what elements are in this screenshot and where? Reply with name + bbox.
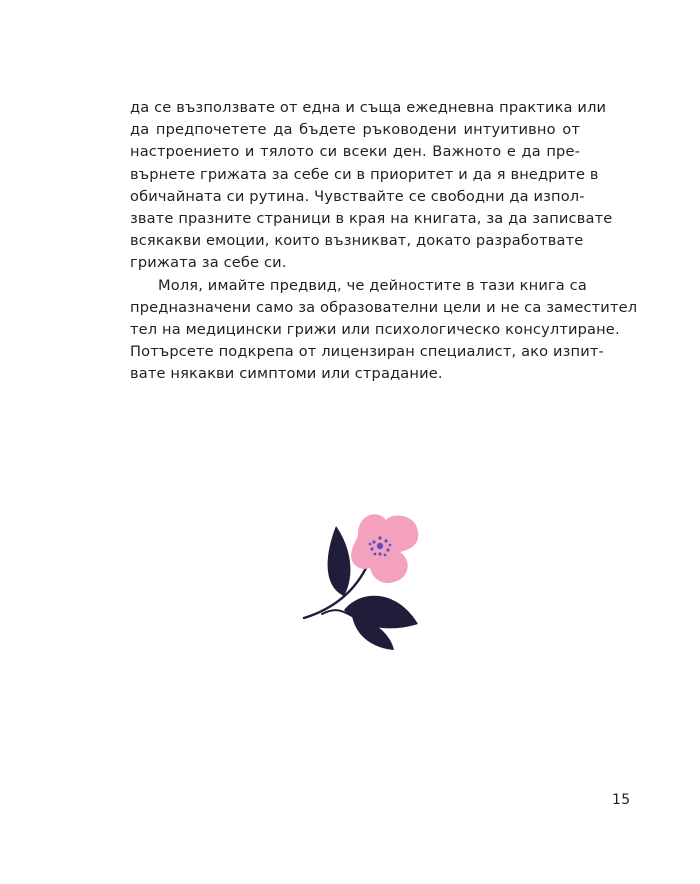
text-line: Моля, имайте предвид, че дейностите в тази книга са [158, 276, 587, 294]
body-text [130, 97, 638, 386]
paragraph-2 [130, 275, 638, 386]
petal-top [351, 514, 418, 583]
leaf-upper-left [328, 526, 351, 596]
paragraph-1 [130, 97, 613, 275]
text-line: звате празните страници в края на книгата, за да записвате [130, 210, 613, 228]
text-line: да се възползвате от една и съща ежедневна практика или [130, 99, 607, 116]
text-line: Потърсете подкрепа от лицензиран специалист, ако изпит- [130, 343, 604, 361]
text-line: вате някакви симптоми или страдание. [130, 365, 443, 383]
text-line: обичайната си рутина. Чувствайте се свободни да изпол- [130, 187, 585, 205]
text-line: настроението и тялото си всеки ден. Важното е да пре- [130, 143, 580, 161]
page-number: 15 [612, 792, 631, 808]
flower-icon [300, 506, 424, 650]
text-line: грижата за себе си. [130, 254, 287, 272]
text-line: да предпочетете да бъдете ръководени интуитивно от [130, 121, 580, 139]
text-line: върнете грижата за себе си в приоритет и да я внедрите в [130, 165, 599, 183]
text-line: тел на медицински грижи или психологическо консултиране. [130, 321, 620, 339]
text-line: предназначени само за образователни цели и не са заместител [130, 298, 638, 316]
text-line: всякакви емоции, които възникват, докато разработвате [130, 232, 584, 250]
